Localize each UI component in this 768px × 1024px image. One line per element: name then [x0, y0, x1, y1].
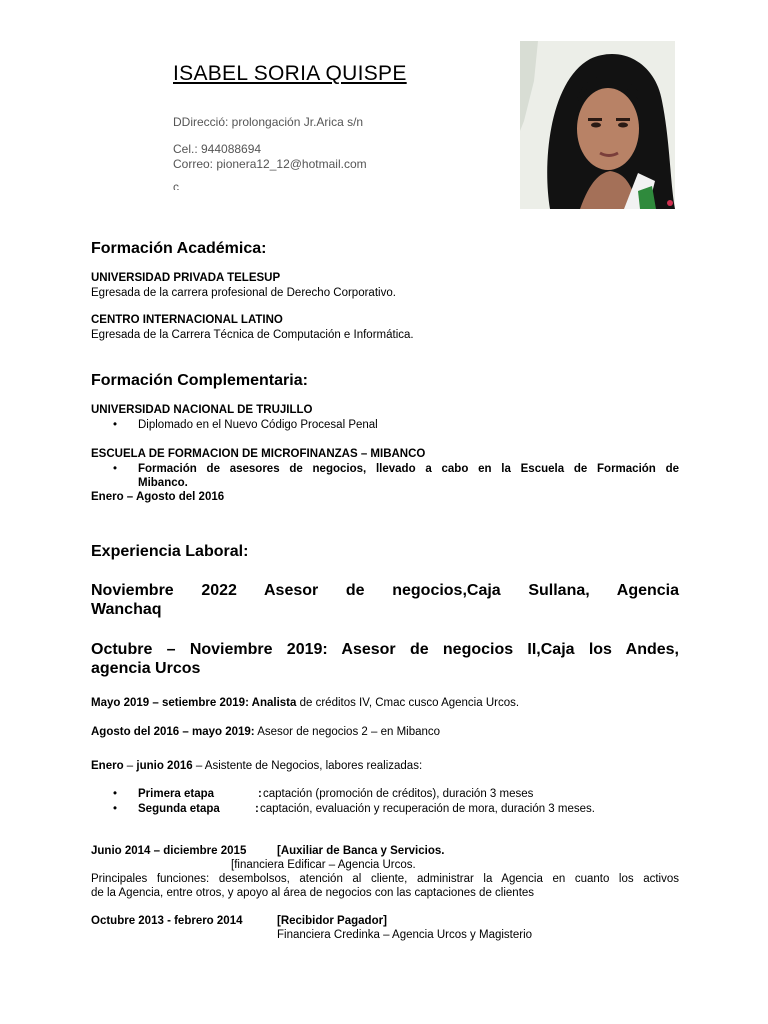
bullet-text-diplomado: Diplomado en el Nuevo Código Procesal Penal [138, 419, 378, 431]
bullet-text-asesores-line2: Mibanco. [138, 477, 188, 489]
bullet-dot: • [113, 803, 118, 815]
job-mibanco-detail: Asesor de negocios 2 – en Mibanco [254, 726, 441, 738]
job-edificar-functions-line2: de la Agencia, entre otros, y apoyo al área de negocios con las captaciones de clientes [91, 887, 535, 899]
candidate-name: ISABEL SORIA QUISPE [173, 62, 407, 85]
job-edificar-role: [Auxiliar de Banca y Servicios. [277, 845, 445, 857]
stage1-colon: : [258, 788, 262, 800]
job-credinka-dates: Octubre 2013 - febrero 2014 [91, 915, 243, 927]
stage2-colon: : [255, 803, 259, 815]
job-credinka-org: Financiera Credinka – Agencia Urcos y Magisterio [277, 929, 533, 941]
job-edificar-functions-line1: Principales funciones: desembolsos, atención al cliente, administrar la Agencia en cuanto los activos [91, 873, 679, 885]
job-caja-sullana-line2: Wanchaq [91, 601, 162, 618]
institution-telesup: UNIVERSIDAD PRIVADA TELESUP [91, 272, 281, 284]
stage2-label: Segunda etapa [138, 803, 220, 815]
bullet-dot: • [113, 463, 118, 475]
phone-line: Cel.: 944088694 [173, 142, 262, 156]
job-cmac-detail: de créditos IV, Cmac cusco Agencia Urcos. [296, 697, 520, 709]
job-asistente-month: Enero [91, 760, 124, 772]
detail-latino: Egresada de la Carrera Técnica de Computación e Informática. [91, 329, 414, 341]
section-title-academic: Formación Académica: [91, 240, 267, 257]
stray-character: c [173, 180, 179, 190]
job-caja-sullana-line1: Noviembre 2022 Asesor de negocios,Caja Sullana, Agencia [91, 582, 679, 599]
stage1-text: captación (promoción de créditos), duración 3 meses [263, 788, 534, 800]
stage1-label: Primera etapa [138, 788, 215, 800]
job-caja-andes-line1: Octubre – Noviembre 2019: Asesor de negocios II,Caja los Andes, [91, 641, 679, 658]
address-line: DDirecció: prolongación Jr.Arica s/n [173, 115, 364, 129]
job-mibanco [91, 726, 440, 738]
job-cmac-dates: Mayo 2019 – setiembre 2019: Analista [91, 697, 297, 709]
institution-latino: CENTRO INTERNACIONAL LATINO [91, 314, 283, 326]
job-asistente-date: junio 2016 [136, 760, 193, 772]
job-asistente-dash: – [123, 760, 137, 772]
profile-photo [520, 41, 675, 209]
email-line: Correo: pionera12_12@hotmail.com [173, 157, 367, 171]
job-credinka-role: [Recibidor Pagador] [277, 915, 387, 927]
job-mibanco-dates: Agosto del 2016 – mayo 2019: [91, 726, 255, 738]
stage2-text: captación, evaluación y recuperación de mora, duración 3 meses. [260, 803, 595, 815]
job-edificar-dates: Junio 2014 – diciembre 2015 [91, 845, 247, 857]
section-title-complementary: Formación Complementaria: [91, 372, 308, 389]
bullet-dot: • [113, 788, 118, 800]
section-title-experience: Experiencia Laboral: [91, 543, 249, 560]
bullet-dot: • [113, 419, 118, 431]
institution-mibanco: ESCUELA DE FORMACION DE MICROFINANZAS – MIBANCO [91, 448, 426, 460]
job-asistente [91, 760, 422, 772]
dates-mibanco: Enero – Agosto del 2016 [91, 491, 225, 503]
institution-trujillo: UNIVERSIDAD NACIONAL DE TRUJILLO [91, 404, 313, 416]
job-asistente-detail: – Asistente de Negocios, labores realizadas: [192, 760, 423, 772]
detail-telesup: Egresada de la carrera profesional de Derecho Corporativo. [91, 287, 396, 299]
job-caja-andes-line2: agencia Urcos [91, 660, 201, 677]
job-edificar-org: [financiera Edificar – Agencia Urcos. [231, 859, 416, 871]
job-cmac-cusco [91, 697, 519, 709]
bullet-text-asesores-line1: Formación de asesores de negocios, llevado a cabo en la Escuela de Formación de [138, 463, 679, 475]
